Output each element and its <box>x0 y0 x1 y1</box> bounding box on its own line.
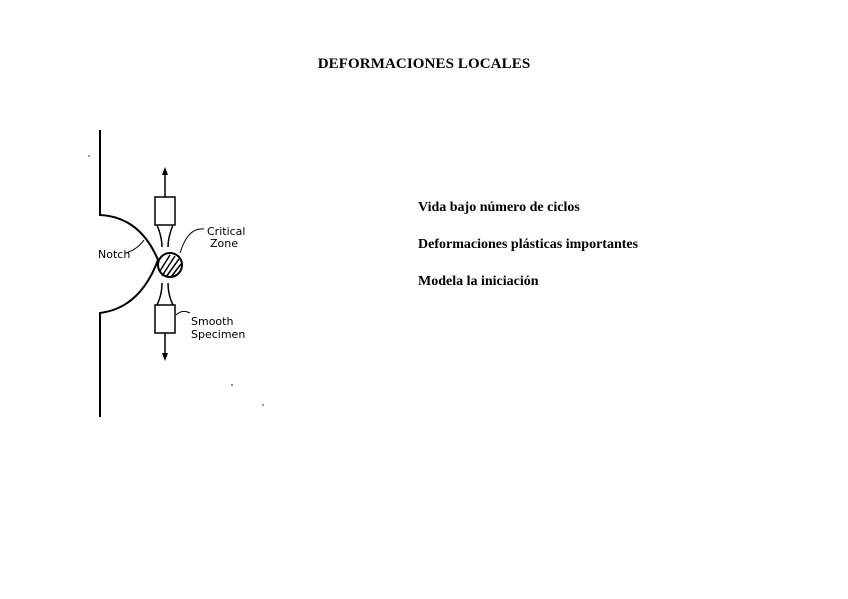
bottom-grip <box>155 305 175 333</box>
notch-label: Notch <box>98 248 131 261</box>
lower-neck <box>157 283 173 305</box>
notched-plate-outline <box>100 130 158 417</box>
critical-label-line1: Critical <box>207 225 246 238</box>
page-title: DEFORMACIONES LOCALES <box>317 56 531 72</box>
critical-label-line2: Zone <box>210 237 239 250</box>
top-arrowhead <box>162 167 168 175</box>
scan-speck <box>88 155 89 156</box>
scan-speck <box>262 404 263 405</box>
upper-neck <box>157 225 173 247</box>
point-low-cycle-life: Vida bajo número de ciclos <box>418 200 580 215</box>
smooth-specimen-leader <box>176 311 190 315</box>
point-models-initiation: Modela la iniciación <box>418 274 539 289</box>
point-plastic-deformation: Deformaciones plásticas importantes <box>418 237 639 252</box>
critical-zone-leader <box>180 229 204 253</box>
key-points-list <box>418 199 638 310</box>
scan-speck <box>231 384 232 385</box>
smooth-label-line1: Smooth <box>191 315 234 328</box>
notch-specimen-diagram <box>80 125 280 425</box>
top-grip <box>155 197 175 225</box>
bottom-arrowhead <box>162 353 168 361</box>
smooth-label-line2: Specimen <box>191 328 246 341</box>
